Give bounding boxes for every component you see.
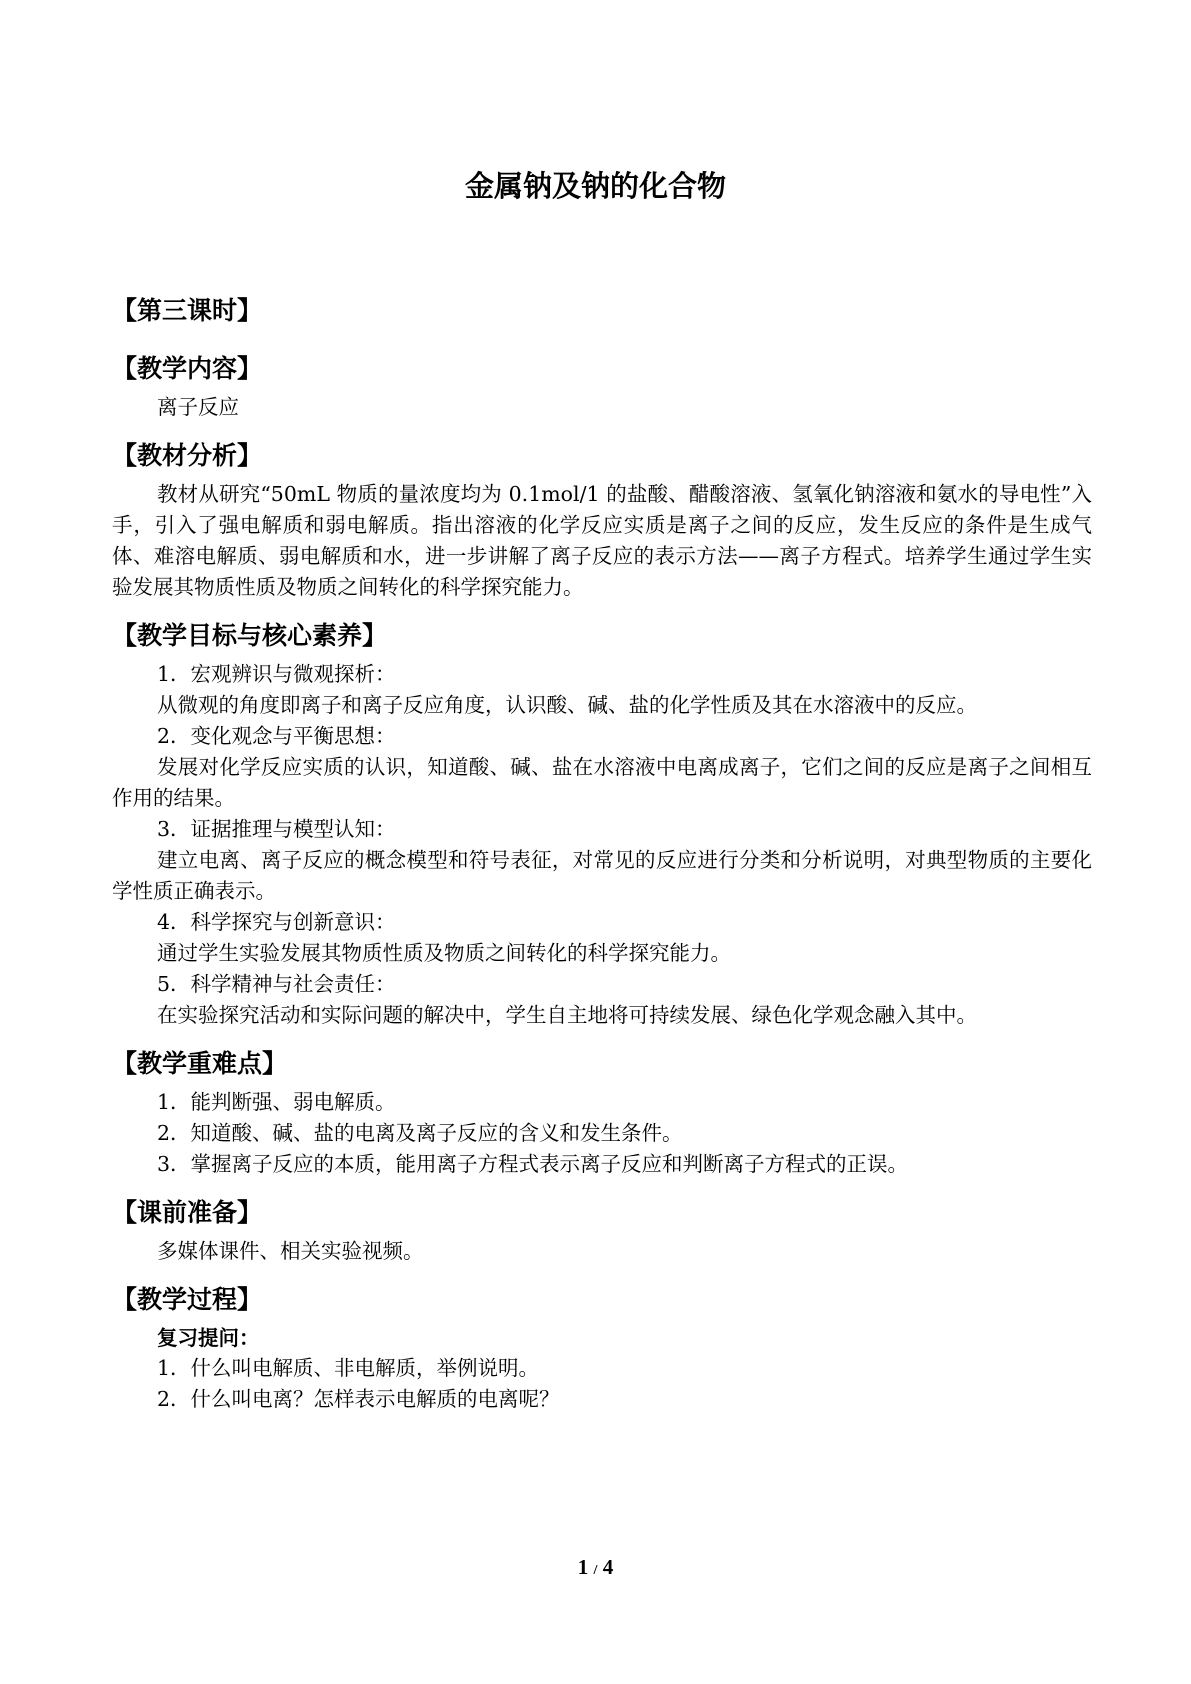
goal-text: 建立电离、离子反应的概念模型和符号表征，对常见的反应进行分类和分析说明，对典型物质的主要化学性质正确表示。 <box>112 848 1092 903</box>
goal-title: 4．科学探究与创新意识： <box>157 910 396 934</box>
process-item: 1．什么叫电解质、非电解质，举例说明。 <box>157 1356 540 1380</box>
section-heading-analysis: 【教材分析】 <box>112 441 263 470</box>
goal-title: 1．宏观辨识与微观探析： <box>157 662 396 686</box>
document-body <box>112 292 1092 1415</box>
goal-title: 3．证据推理与模型认知： <box>157 817 396 841</box>
section-heading-goals: 【教学目标与核心素养】 <box>112 621 388 650</box>
page-number <box>0 1555 1191 1580</box>
goal-text: 通过学生实验发展其物质性质及物质之间转化的科学探究能力。 <box>157 941 731 965</box>
process-item: 2．什么叫电离？怎样表示电解质的电离呢？ <box>157 1387 560 1411</box>
analysis-text: 教材从研究“50mL 物质的量浓度均为 0.1mol/1 的盐酸、醋酸溶液、氢氧化钠溶液和氨水的导电性”入手，引入了强电解质和弱电解质。指出溶液的化学反应实质是离子之间的反应，发生反应的条件是生成气体、难溶电解质、弱电解质和水，进一步讲解了离子反应的表示方法——离子方程式。培养学生通过学生实验发展其物质性质及物质之间转化的科学探究能力。 <box>112 482 1092 599</box>
section-heading-lesson-period: 【第三课时】 <box>112 296 263 325</box>
process-subheading: 复习提问： <box>157 1326 260 1350</box>
key-point-item: 3．掌握离子反应的本质，能用离子方程式表示离子反应和判断离子方程式的正误。 <box>157 1152 909 1176</box>
goal-text: 从微观的角度即离子和离子反应角度，认识酸、碱、盐的化学性质及其在水溶液中的反应。 <box>157 693 977 717</box>
preparation-text: 多媒体课件、相关实验视频。 <box>157 1239 424 1263</box>
goal-text: 在实验探究活动和实际问题的解决中，学生自主地将可持续发展、绿色化学观念融入其中。 <box>157 1003 977 1027</box>
page-title: 金属钠及钠的化合物 <box>464 169 726 203</box>
goal-title: 5．科学精神与社会责任： <box>157 972 396 996</box>
goal-title: 2．变化观念与平衡思想： <box>157 724 396 748</box>
content-text: 离子反应 <box>157 395 239 419</box>
section-heading-content: 【教学内容】 <box>112 354 263 383</box>
key-point-item: 1．能判断强、弱电解质。 <box>157 1090 396 1114</box>
page-current: 1 <box>577 1555 589 1579</box>
section-heading-key-points: 【教学重难点】 <box>112 1049 288 1078</box>
section-heading-preparation: 【课前准备】 <box>112 1198 263 1227</box>
page-separator: / <box>593 1563 598 1578</box>
goal-text: 发展对化学反应实质的认识，知道酸、碱、盐在水溶液中电离成离子，它们之间的反应是离子之间相互作用的结果。 <box>112 755 1092 810</box>
section-heading-process: 【教学过程】 <box>112 1285 263 1314</box>
page-total: 4 <box>602 1555 614 1579</box>
key-point-item: 2．知道酸、碱、盐的电离及离子反应的含义和发生条件。 <box>157 1121 683 1145</box>
